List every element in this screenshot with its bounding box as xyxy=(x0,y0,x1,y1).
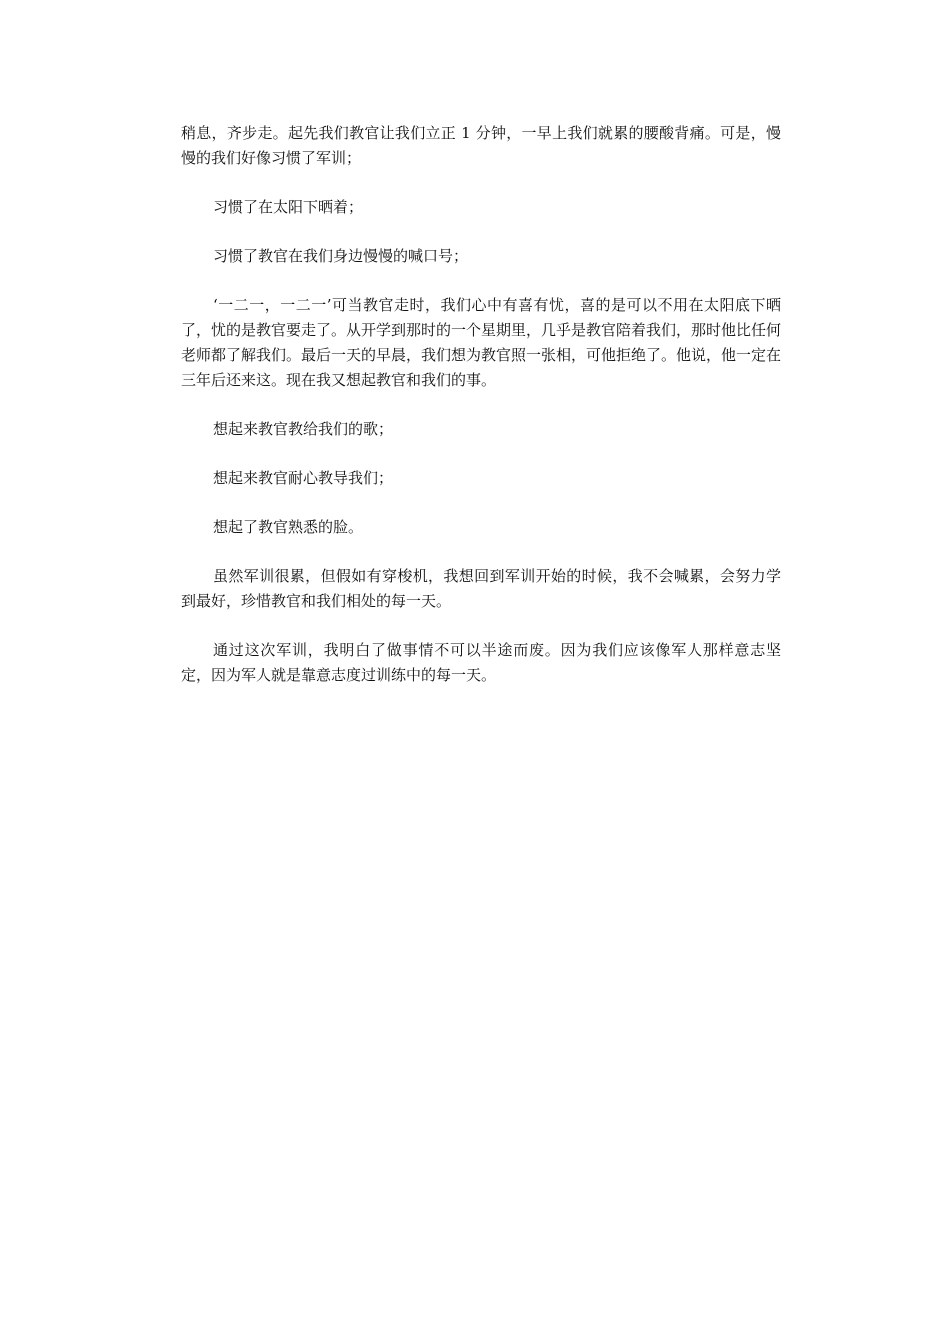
paragraph-3: 习惯了教官在我们身边慢慢的喊口号； xyxy=(213,247,469,265)
paragraph-6: 想起来教官耐心教导我们； xyxy=(213,469,394,487)
paragraph-7: 想起了教官熟悉的脸。 xyxy=(213,518,364,536)
document-body xyxy=(181,121,781,712)
paragraph-8: 虽然军训很累，但假如有穿梭机，我想回到军训开始的时候，我不会喊累，会努力学到最好，珍惜教官和我们相处的每一天。 xyxy=(181,567,781,610)
paragraph-2: 习惯了在太阳下晒着； xyxy=(213,198,364,216)
paragraph-5: 想起来教官教给我们的歌； xyxy=(213,420,394,438)
paragraph-9: 通过这次军训，我明白了做事情不可以半途而废。因为我们应该像军人那样意志坚定，因为军人就是靠意志度过训练中的每一天。 xyxy=(181,641,781,684)
paragraph-1: 稍息，齐步走。起先我们教官让我们立正 1 分钟，一早上我们就累的腰酸背痛。可是，慢慢的我们好像习惯了军训； xyxy=(181,124,781,167)
paragraph-4: ‘一二一，一二一’可当教官走时，我们心中有喜有忧，喜的是可以不用在太阳底下晒了，忧的是教官要走了。从开学到那时的一个星期里，几乎是教官陪着我们，那时他比任何老师都了解我们。最后一天的早晨，我们想为教官照一张相，可他拒绝了。他说，他一定在三年后还来这。现在我又想起教官和我们的事。 xyxy=(181,296,782,389)
